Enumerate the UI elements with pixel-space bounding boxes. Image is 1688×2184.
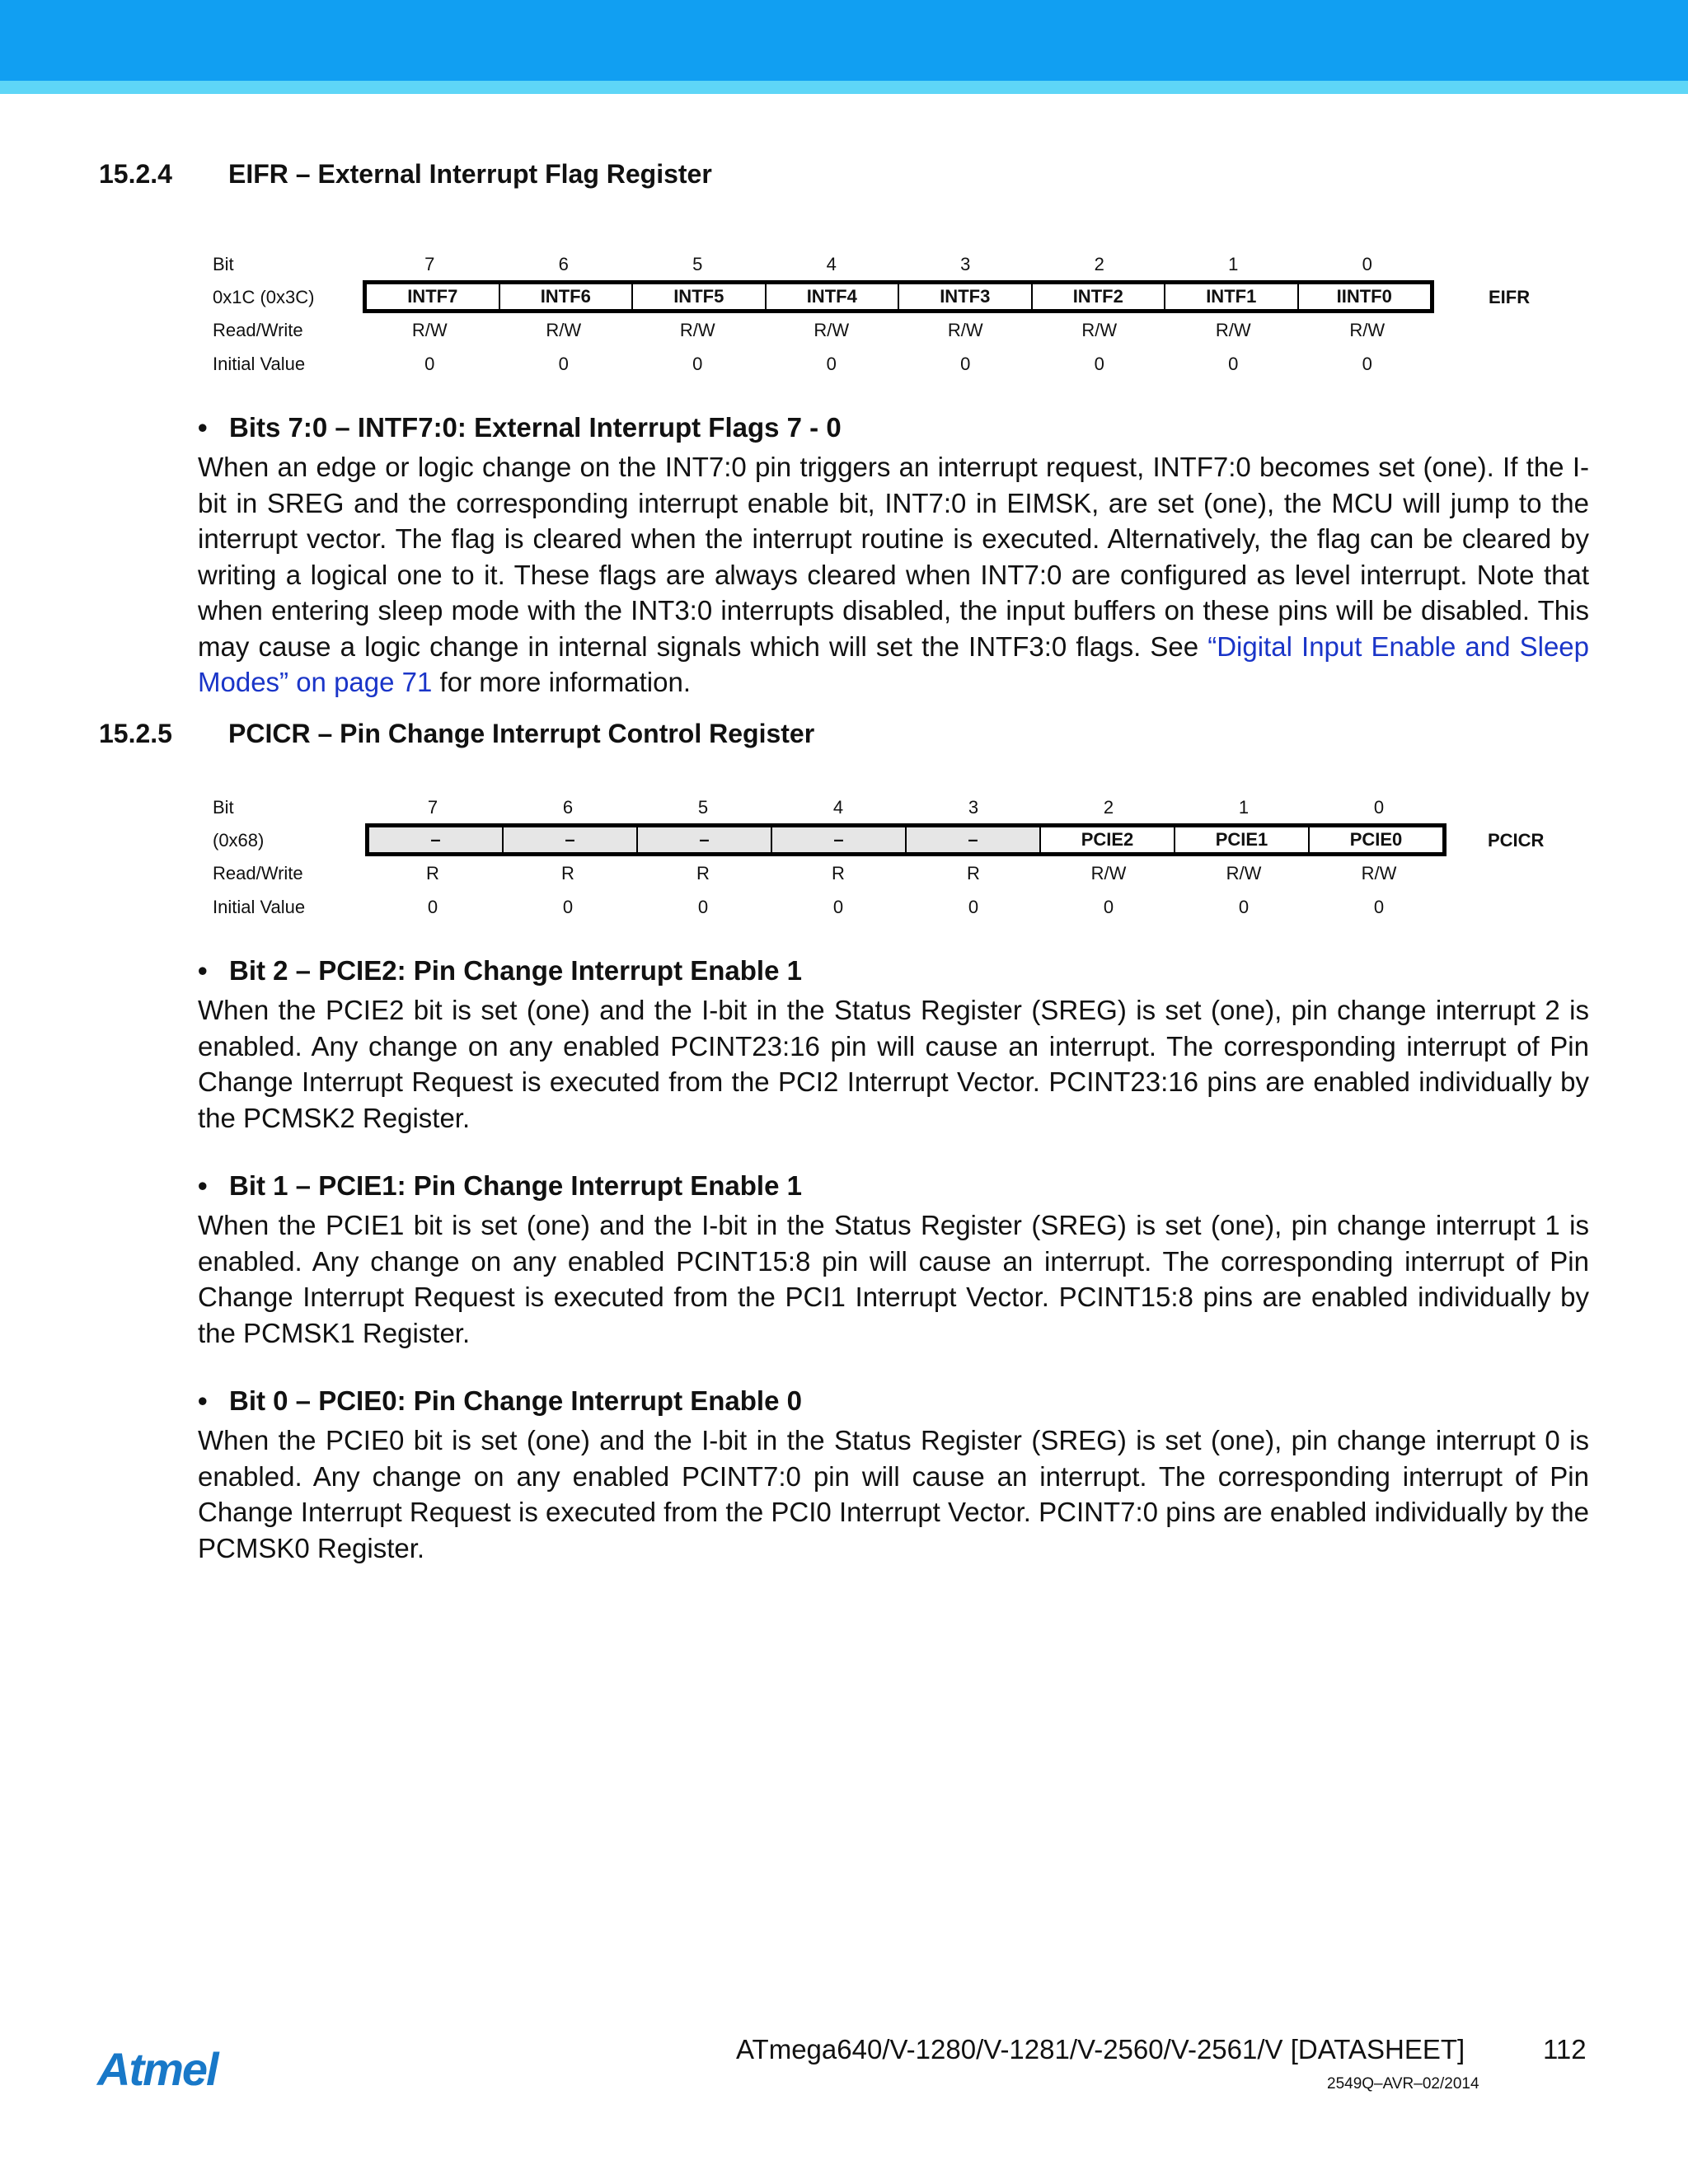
register-bit-cell: 0 [1362, 254, 1372, 274]
paragraph-text: When an edge or logic change on the INT7:0 pin triggers an interrupt request, INTF7:0 becomes set (one). If the I-bit in SREG and the corresponding interrupt enable bit, INT7:0 in EIMSK, are set (one), the MCU will jump to the interrupt vector. The flag is cleared when the interrupt routine is executed. Alternatively, the flag can be cleared by writing a logical one to it. These flags are always cleared when INT7:0 are configured as level interrupt. Note that when entering sleep mode with the INT3:0 interrupts disabled, the input buffers on these pins will be disabled. This may cause a logic change in internal signals which will set the INTF3:0 flags. See [198, 452, 1589, 662]
register-rw-cell: R/W [1090, 863, 1127, 883]
register-rw-cell: R/W [1215, 320, 1251, 340]
register-name: PCICR [1488, 830, 1545, 851]
section-heading-eifr [99, 159, 712, 190]
section-number: 15.2.5 [99, 719, 172, 748]
register-row-label: Read/Write [213, 320, 303, 340]
paragraph-pcie0: When the PCIE0 bit is set (one) and the I-bit in the Status Register (SREG) is set (one), pin change interrupt 0 is enabled. Any change on any enabled PCINT7:0 pin will cause an interrupt. The corresponding interrupt of Pin Change Interrupt Request is executed from the PCI0 Interrupt Vector. PCINT7:0 pins are enabled individually by the PCMSK0 Register. [198, 1425, 1589, 1563]
register-row-label: (0x68) [213, 830, 265, 851]
register-bit-cell: 6 [562, 797, 574, 818]
register-rw-cell: R/W [1349, 320, 1386, 340]
register-init-cell: 0 [1238, 897, 1250, 917]
register-rw-cell: R [696, 863, 710, 883]
register-rw-cell: R/W [546, 320, 582, 340]
register-rw-cell: R/W [1081, 320, 1118, 340]
bullet-dot: • [198, 412, 208, 443]
register-bit-cell: 4 [826, 254, 837, 274]
bullet-dot: • [198, 1385, 208, 1416]
register-rw-cell: R/W [679, 320, 715, 340]
register-bit-cell: 1 [1228, 254, 1239, 274]
register-bit-cell: 7 [424, 254, 435, 274]
register-init-cell: 0 [832, 897, 844, 917]
register-rw-cell: R [967, 863, 980, 883]
register-bit-box [365, 823, 1447, 856]
bullet-heading-text: Bit 2 – PCIE2: Pin Change Interrupt Enable 1 [229, 955, 802, 986]
bullet-dot: • [198, 955, 208, 986]
register-row-label: Bit [213, 797, 234, 818]
register-bit-name: INTF6 [500, 284, 634, 309]
register-init-cell: 0 [1362, 354, 1372, 374]
register-bit-cell: 1 [1238, 797, 1250, 818]
register-bit-cell: 7 [427, 797, 438, 818]
register-bit-box [363, 280, 1434, 313]
paragraph-intf [198, 449, 1589, 701]
register-bit-cell: 3 [960, 254, 971, 274]
register-bit-cell: 3 [968, 797, 979, 818]
register-init-cell: 0 [692, 354, 703, 374]
register-init-cell: 0 [1094, 354, 1104, 374]
section-title: EIFR – External Interrupt Flag Register [228, 159, 712, 189]
register-bit-name: PCIE2 [1041, 827, 1175, 852]
atmel-logo: Atmel [97, 2043, 218, 2095]
register-bit-cell: 0 [1373, 797, 1385, 818]
register-bit-name: INTF7 [367, 284, 500, 309]
register-row-rw [0, 313, 1688, 346]
register-bit-name: – [369, 827, 504, 852]
register-init-cell: 0 [968, 897, 979, 917]
register-bit-cell: 4 [832, 797, 844, 818]
footer-document-title: ATmega640/V-1280/V-1281/V-2560/V-2561/V [DATASHEET] [736, 2034, 1465, 2064]
register-init-cell: 0 [562, 897, 574, 917]
register-bit-name: INTF5 [633, 284, 767, 309]
register-bit-cell: 5 [697, 797, 709, 818]
section-number: 15.2.4 [99, 159, 172, 189]
register-rw-cell: R/W [1226, 863, 1262, 883]
register-init-cell: 0 [424, 354, 435, 374]
register-bit-name: INTF2 [1033, 284, 1166, 309]
bullet-heading-pcie1 [198, 1170, 802, 1202]
cross-reference-link[interactable]: “Digital Input Enable and Sleep Modes” on page 71 [198, 630, 1589, 697]
register-bit-cell: 2 [1103, 797, 1114, 818]
header-stripe [0, 81, 1688, 94]
bullet-heading-pcie0 [198, 1385, 802, 1417]
register-row-label: Bit [213, 254, 234, 274]
footer-page-number: 112 [1543, 2034, 1587, 2064]
register-rw-cell: R/W [947, 320, 983, 340]
register-row-init [0, 347, 1688, 380]
bullet-heading-intf [198, 412, 842, 443]
register-rw-cell: R [561, 863, 574, 883]
register-bit-cell: 5 [692, 254, 703, 274]
paragraph-pcie2: When the PCIE2 bit is set (one) and the I-bit in the Status Register (SREG) is set (one), pin change interrupt 2 is enabled. Any change on any enabled PCINT23:16 pin will cause an interrupt. The corresponding interrupt of Pin Change Interrupt Request is executed from the PCI2 Interrupt Vector. PCINT23:16 pins are enabled individually by the PCMSK2 Register. [198, 995, 1589, 1133]
register-init-cell: 0 [558, 354, 569, 374]
header-band [0, 0, 1688, 81]
register-bit-name: – [907, 827, 1041, 852]
paragraph-tail: for more information. [439, 667, 691, 697]
register-bit-name: INTF1 [1165, 284, 1299, 309]
bullet-heading-text: Bits 7:0 – INTF7:0: External Interrupt Flags 7 - 0 [229, 412, 842, 443]
register-row-label: Initial Value [213, 354, 306, 374]
register-row-label: 0x1C (0x3C) [213, 287, 315, 307]
register-row-bit [0, 247, 1688, 280]
bullet-heading-pcie2 [198, 955, 802, 987]
bullet-dot: • [198, 1170, 208, 1201]
register-bit-name: INTF4 [767, 284, 900, 309]
register-bit-cell: 6 [558, 254, 569, 274]
register-row-rw [0, 856, 1688, 889]
section-heading-pcicr [99, 719, 814, 749]
paragraph-pcie1: When the PCIE1 bit is set (one) and the I-bit in the Status Register (SREG) is set (one), pin change interrupt 1 is enabled. Any change on any enabled PCINT15:8 pin will cause an interrupt. The corresponding interrupt of Pin Change Interrupt Request is executed from the PCI1 Interrupt Vector. PCINT15:8 pins are enabled individually by the PCMSK1 Register. [198, 1210, 1589, 1348]
register-bit-name: – [504, 827, 638, 852]
register-bit-name: – [638, 827, 772, 852]
register-row-label: Read/Write [213, 863, 303, 883]
footer-document-code: 2549Q–AVR–02/2014 [1327, 2075, 1479, 2093]
register-bit-name: PCIE0 [1349, 829, 1403, 850]
register-bit-name: INTF3 [899, 284, 1033, 309]
register-row-label: Initial Value [213, 897, 306, 917]
register-rw-cell: R/W [411, 320, 448, 340]
register-init-cell: 0 [1373, 897, 1385, 917]
register-bit-name: PCIE1 [1175, 827, 1310, 852]
register-rw-cell: R/W [814, 320, 850, 340]
register-row-address [0, 823, 1688, 856]
register-row-address [0, 280, 1688, 313]
register-init-cell: 0 [427, 897, 438, 917]
bullet-heading-text: Bit 0 – PCIE0: Pin Change Interrupt Enable 0 [229, 1385, 802, 1416]
register-init-cell: 0 [1228, 354, 1239, 374]
register-row-bit [0, 790, 1688, 823]
register-init-cell: 0 [697, 897, 709, 917]
register-bit-name: – [772, 827, 907, 852]
bullet-heading-text: Bit 1 – PCIE1: Pin Change Interrupt Enable 1 [229, 1170, 802, 1201]
register-bit-cell: 2 [1094, 254, 1104, 274]
register-row-init [0, 890, 1688, 923]
register-init-cell: 0 [960, 354, 971, 374]
register-rw-cell: R/W [1361, 863, 1397, 883]
register-init-cell: 0 [1103, 897, 1114, 917]
register-init-cell: 0 [826, 354, 837, 374]
register-name: EIFR [1489, 287, 1531, 307]
section-title: PCICR – Pin Change Interrupt Control Register [228, 719, 815, 748]
register-rw-cell: R [426, 863, 439, 883]
register-rw-cell: R [832, 863, 845, 883]
register-bit-name: IINTF0 [1336, 286, 1392, 307]
